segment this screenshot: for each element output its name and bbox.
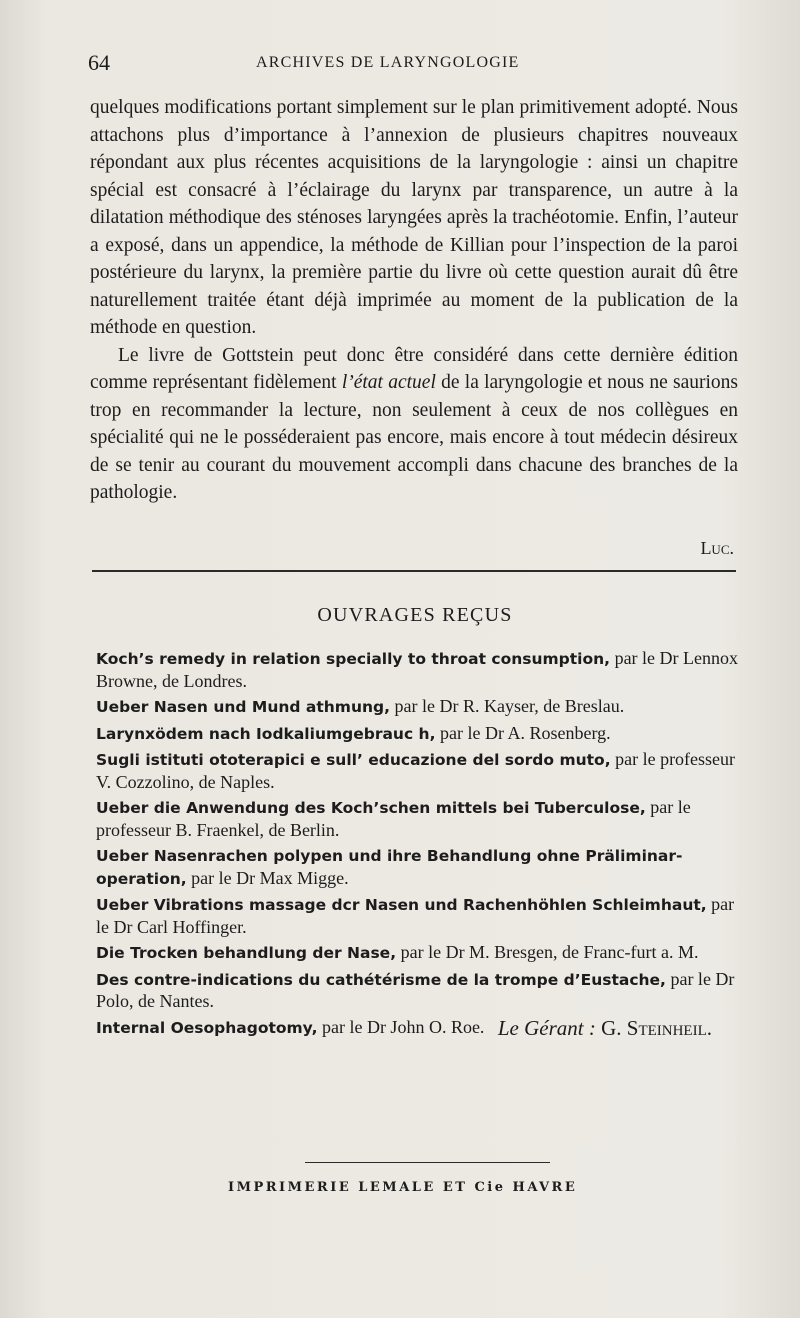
book-title: Koch’s remedy in relation specially to throat consumption, [96, 650, 611, 668]
list-item [96, 942, 744, 965]
list-item [96, 894, 744, 938]
list-item [96, 749, 744, 793]
gerant-name: G. Steinheil. [601, 1016, 712, 1040]
book-details: par le professeur B. Fraenkel, de Berlin. [96, 797, 691, 840]
gerant-label: Le Gérant : [497, 1016, 596, 1040]
list-item [96, 969, 744, 1013]
list-item [96, 648, 744, 692]
book-details: par le Dr A. Rosenberg. [439, 722, 611, 743]
book-title: Ueber Nasenrachen polypen und ihre Behandlung ohne Präliminar-operation, [96, 847, 683, 888]
review-signature: Luc. [700, 538, 734, 558]
book-details: par le Dr R. Kayser, de Breslau. [394, 696, 625, 716]
book-title: Des contre-indications du cathétérisme de la trompe d’Eustache, [96, 970, 666, 989]
paragraph-2-italic: l’état actuel [341, 372, 436, 393]
received-works-list [96, 648, 744, 1043]
book-details: par le Dr Carl Hoffinger. [96, 894, 735, 937]
list-item [96, 845, 744, 890]
paragraph-2-end: de la laryngologie et nous ne saurions trop en recommander la lecture, non seulement à ceux de nos collègues en spécialité qui ne le posséderaient pas encore, mais encore à tout médecin désireux de se tenir au courant du mouvement accompli dans chacune des branches de la pathologie. [90, 372, 738, 503]
book-title: Ueber die Anwendung des Koch’schen mittels bei Tuberculose, [96, 799, 646, 817]
book-details: par le professeur V. Cozzolino, de Naples. [96, 749, 736, 792]
running-head: ARCHIVES DE LARYNGOLOGIE [256, 54, 520, 71]
page-number: 64 [88, 50, 110, 75]
section-divider [92, 570, 736, 572]
printer-imprint: IMPRIMERIE LEMALE ET Cie HAVRE [228, 1180, 578, 1195]
book-details: par le Dr Polo, de Nantes. [96, 968, 735, 1011]
book-title: Ueber Nasen und Mund athmung, [96, 698, 391, 716]
paragraph-2-start: Le livre de Gottstein peut donc être considéré dans cette dernière édition comme représentant fidèlement [90, 344, 738, 393]
list-item [96, 723, 744, 746]
review-text [90, 94, 738, 507]
list-item [96, 797, 744, 841]
paragraph-2 [90, 342, 738, 507]
book-details: par le Dr Lennox Browne, de Londres. [96, 648, 739, 691]
book-title: Larynxödem nach Iodkaliumgebrauc h, [96, 724, 436, 743]
publisher-manager-line [498, 1016, 712, 1041]
imprint-divider [305, 1162, 550, 1163]
book-title: Die Trocken behandlung der Nase, [96, 944, 397, 962]
book-title: Sugli istituti ototerapici e sull’ educazione del sordo muto, [96, 751, 611, 769]
section-title: OUVRAGES REÇUS [317, 604, 513, 626]
book-title: Ueber Vibrations massage dcr Nasen und Rachenhöhlen Schleimhaut, [96, 896, 707, 914]
paragraph-1: quelques modifications portant simplement sur le plan primitivement adopté. Nous attachons plus d’importance à l’annexion de plusieurs chapitres nouveaux répondant aux plus récentes acquisitions de la laryngologie : ainsi un chapitre spécial est consacré à l’éclairage du larynx par transparence, un autre à la dilatation méthodique des sténoses laryngées après la trachéotomie. Enfin, l’auteur a exposé, dans un appendice, la méthode de Killian pour l’inspection de la paroi postérieure du larynx, la première partie du livre où cette question aurait dû être naturellement traitée étant déjà imprimée au moment de la publication de la méthode en question. [90, 97, 738, 338]
book-details: par le Dr M. Bresgen, de Franc-furt a. M. [400, 942, 699, 962]
book-details: par le Dr John O. Roe. [321, 1016, 485, 1037]
book-title: Internal Oesophagotomy, [96, 1018, 318, 1037]
page-header [88, 50, 738, 80]
list-item [96, 696, 744, 719]
book-details: par le Dr Max Migge. [191, 867, 349, 888]
